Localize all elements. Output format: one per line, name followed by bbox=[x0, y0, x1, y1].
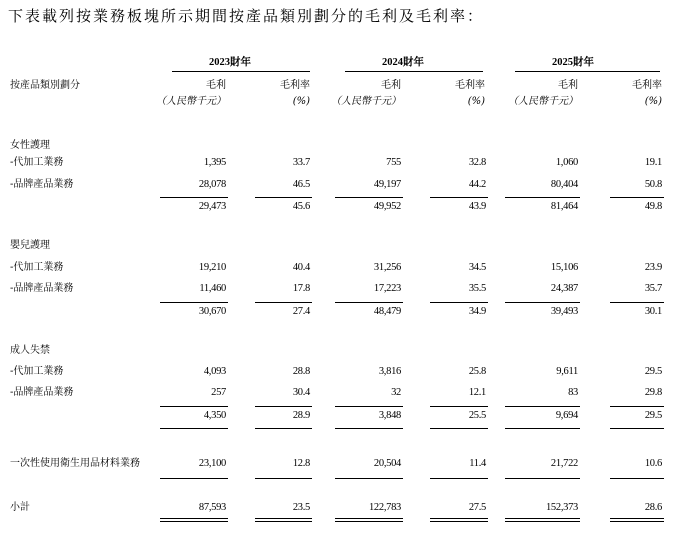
subtotal-rule bbox=[255, 406, 312, 407]
profit-value: 11,460 bbox=[199, 283, 226, 294]
year-underline bbox=[172, 71, 310, 72]
subtotal-rule bbox=[335, 197, 403, 198]
subtotal-rule bbox=[335, 302, 403, 303]
margin-value: 40.4 bbox=[292, 262, 310, 273]
margin-value: 25.5 bbox=[468, 410, 486, 421]
subtotal-rule bbox=[610, 406, 664, 407]
materials-underline bbox=[335, 478, 403, 479]
subtotal-underline bbox=[255, 428, 312, 429]
year-2025: 2025財年 bbox=[552, 57, 594, 68]
profit-value: 19,210 bbox=[198, 262, 226, 273]
total-label: 小計 bbox=[10, 502, 30, 513]
subtotal-rule bbox=[160, 406, 228, 407]
profit-value: 4,093 bbox=[203, 366, 226, 377]
margin-value: 35.5 bbox=[468, 283, 486, 294]
margin-value: 11.4 bbox=[469, 458, 486, 469]
margin-value: 29.5 bbox=[644, 410, 662, 421]
margin-value: 30.4 bbox=[292, 387, 310, 398]
total-double-rule bbox=[160, 518, 228, 522]
margin-value: 27.5 bbox=[468, 502, 486, 513]
profit-value: 39,493 bbox=[550, 306, 578, 317]
profit-value: 1,395 bbox=[203, 157, 226, 168]
subtotal-underline bbox=[335, 428, 403, 429]
subtotal-rule bbox=[160, 197, 228, 198]
margin-value: 46.5 bbox=[292, 179, 310, 190]
total-double-rule bbox=[610, 518, 664, 522]
margin-value: 28.6 bbox=[644, 502, 662, 513]
profit-unit: （人民幣千元） bbox=[331, 96, 401, 107]
profit-header: 毛利 bbox=[558, 80, 578, 91]
subtotal-underline bbox=[610, 428, 664, 429]
profit-value: 24,387 bbox=[550, 283, 578, 294]
materials-underline bbox=[255, 478, 312, 479]
margin-value: 50.8 bbox=[644, 179, 662, 190]
year-2024: 2024財年 bbox=[382, 57, 424, 68]
profit-value: 30,670 bbox=[198, 306, 226, 317]
profit-unit: （人民幣千元） bbox=[508, 96, 578, 107]
year-2023: 2023財年 bbox=[209, 57, 251, 68]
row-label: -品牌產品業務 bbox=[10, 387, 74, 398]
subtotal-rule bbox=[160, 302, 228, 303]
margin-value: 43.9 bbox=[468, 201, 486, 212]
margin-header: 毛利率 bbox=[632, 80, 662, 91]
intro-text: 下表載列按業務板塊所示期間按產品類別劃分的毛利及毛利率： bbox=[8, 7, 485, 25]
margin-value: 29.8 bbox=[644, 387, 662, 398]
profit-header: 毛利 bbox=[381, 80, 401, 91]
subtotal-rule bbox=[430, 302, 488, 303]
margin-unit: (%) bbox=[467, 96, 485, 107]
margin-unit: (%) bbox=[644, 96, 662, 107]
row-label-header: 按產品類別劃分 bbox=[10, 80, 80, 91]
profit-value: 3,848 bbox=[378, 410, 401, 421]
margin-value: 29.5 bbox=[644, 366, 662, 377]
subtotal-rule bbox=[505, 302, 580, 303]
subtotal-rule bbox=[505, 406, 580, 407]
total-double-rule bbox=[505, 518, 580, 522]
group-title: 女性護理 bbox=[10, 140, 50, 151]
subtotal-rule bbox=[335, 406, 403, 407]
margin-value: 10.6 bbox=[644, 458, 662, 469]
row-label: -品牌產品業務 bbox=[10, 283, 74, 294]
margin-value: 19.1 bbox=[644, 157, 662, 168]
subtotal-rule bbox=[505, 197, 580, 198]
profit-value: 122,783 bbox=[368, 502, 401, 513]
margin-value: 44.2 bbox=[468, 179, 486, 190]
materials-label: 一次性使用衛生用品材料業務 bbox=[10, 458, 140, 469]
margin-value: 32.8 bbox=[468, 157, 486, 168]
year-underline bbox=[345, 71, 483, 72]
profit-value: 31,256 bbox=[373, 262, 401, 273]
margin-value: 35.7 bbox=[644, 283, 662, 294]
margin-value: 28.8 bbox=[292, 366, 310, 377]
subtotal-underline bbox=[505, 428, 580, 429]
margin-value: 33.7 bbox=[292, 157, 310, 168]
profit-value: 15,106 bbox=[550, 262, 578, 273]
profit-value: 28,078 bbox=[198, 179, 226, 190]
margin-value: 12.8 bbox=[292, 458, 310, 469]
subtotal-underline bbox=[430, 428, 488, 429]
profit-value: 87,593 bbox=[198, 502, 226, 513]
materials-underline bbox=[430, 478, 488, 479]
profit-value: 21,722 bbox=[550, 458, 578, 469]
margin-header: 毛利率 bbox=[455, 80, 485, 91]
total-double-rule bbox=[335, 518, 403, 522]
profit-value: 29,473 bbox=[198, 201, 226, 212]
profit-value: 17,223 bbox=[373, 283, 401, 294]
margin-value: 25.8 bbox=[468, 366, 486, 377]
margin-value: 12.1 bbox=[468, 387, 486, 398]
subtotal-underline bbox=[160, 428, 228, 429]
group-title: 嬰兒護理 bbox=[10, 240, 50, 251]
row-label: -代加工業務 bbox=[10, 157, 64, 168]
subtotal-rule bbox=[610, 197, 664, 198]
margin-unit: (%) bbox=[292, 96, 310, 107]
profit-value: 20,504 bbox=[373, 458, 401, 469]
row-label: -代加工業務 bbox=[10, 262, 64, 273]
year-underline bbox=[515, 71, 660, 72]
row-label: -品牌產品業務 bbox=[10, 179, 74, 190]
margin-value: 45.6 bbox=[292, 201, 310, 212]
profit-value: 3,816 bbox=[378, 366, 401, 377]
margin-value: 23.9 bbox=[644, 262, 662, 273]
subtotal-rule bbox=[610, 302, 664, 303]
profit-value: 1,060 bbox=[555, 157, 578, 168]
row-label: -代加工業務 bbox=[10, 366, 64, 377]
profit-value: 32 bbox=[391, 387, 401, 398]
subtotal-rule bbox=[255, 197, 312, 198]
margin-value: 23.5 bbox=[292, 502, 310, 513]
materials-underline bbox=[610, 478, 664, 479]
profit-value: 48,479 bbox=[373, 306, 401, 317]
profit-value: 23,100 bbox=[198, 458, 226, 469]
profit-unit: （人民幣千元） bbox=[156, 96, 226, 107]
profit-value: 4,350 bbox=[203, 410, 226, 421]
margin-value: 30.1 bbox=[644, 306, 662, 317]
profit-value: 49,197 bbox=[373, 179, 401, 190]
margin-value: 27.4 bbox=[292, 306, 310, 317]
margin-value: 49.8 bbox=[644, 201, 662, 212]
subtotal-rule bbox=[430, 406, 488, 407]
materials-underline bbox=[505, 478, 580, 479]
profit-value: 152,373 bbox=[545, 502, 578, 513]
subtotal-rule bbox=[430, 197, 488, 198]
subtotal-rule bbox=[255, 302, 312, 303]
profit-value: 83 bbox=[568, 387, 578, 398]
margin-value: 34.9 bbox=[468, 306, 486, 317]
margin-value: 34.5 bbox=[468, 262, 486, 273]
profit-value: 755 bbox=[386, 157, 401, 168]
profit-value: 80,404 bbox=[550, 179, 578, 190]
margin-value: 17.8 bbox=[292, 283, 310, 294]
group-title: 成人失禁 bbox=[10, 345, 50, 356]
profit-value: 49,952 bbox=[373, 201, 401, 212]
total-double-rule bbox=[255, 518, 312, 522]
profit-header: 毛利 bbox=[206, 80, 226, 91]
margin-header: 毛利率 bbox=[280, 80, 310, 91]
profit-value: 9,611 bbox=[556, 366, 578, 377]
materials-underline bbox=[160, 478, 228, 479]
profit-value: 257 bbox=[211, 387, 226, 398]
total-double-rule bbox=[430, 518, 488, 522]
profit-value: 9,694 bbox=[555, 410, 578, 421]
margin-value: 28.9 bbox=[292, 410, 310, 421]
profit-value: 81,464 bbox=[550, 201, 578, 212]
